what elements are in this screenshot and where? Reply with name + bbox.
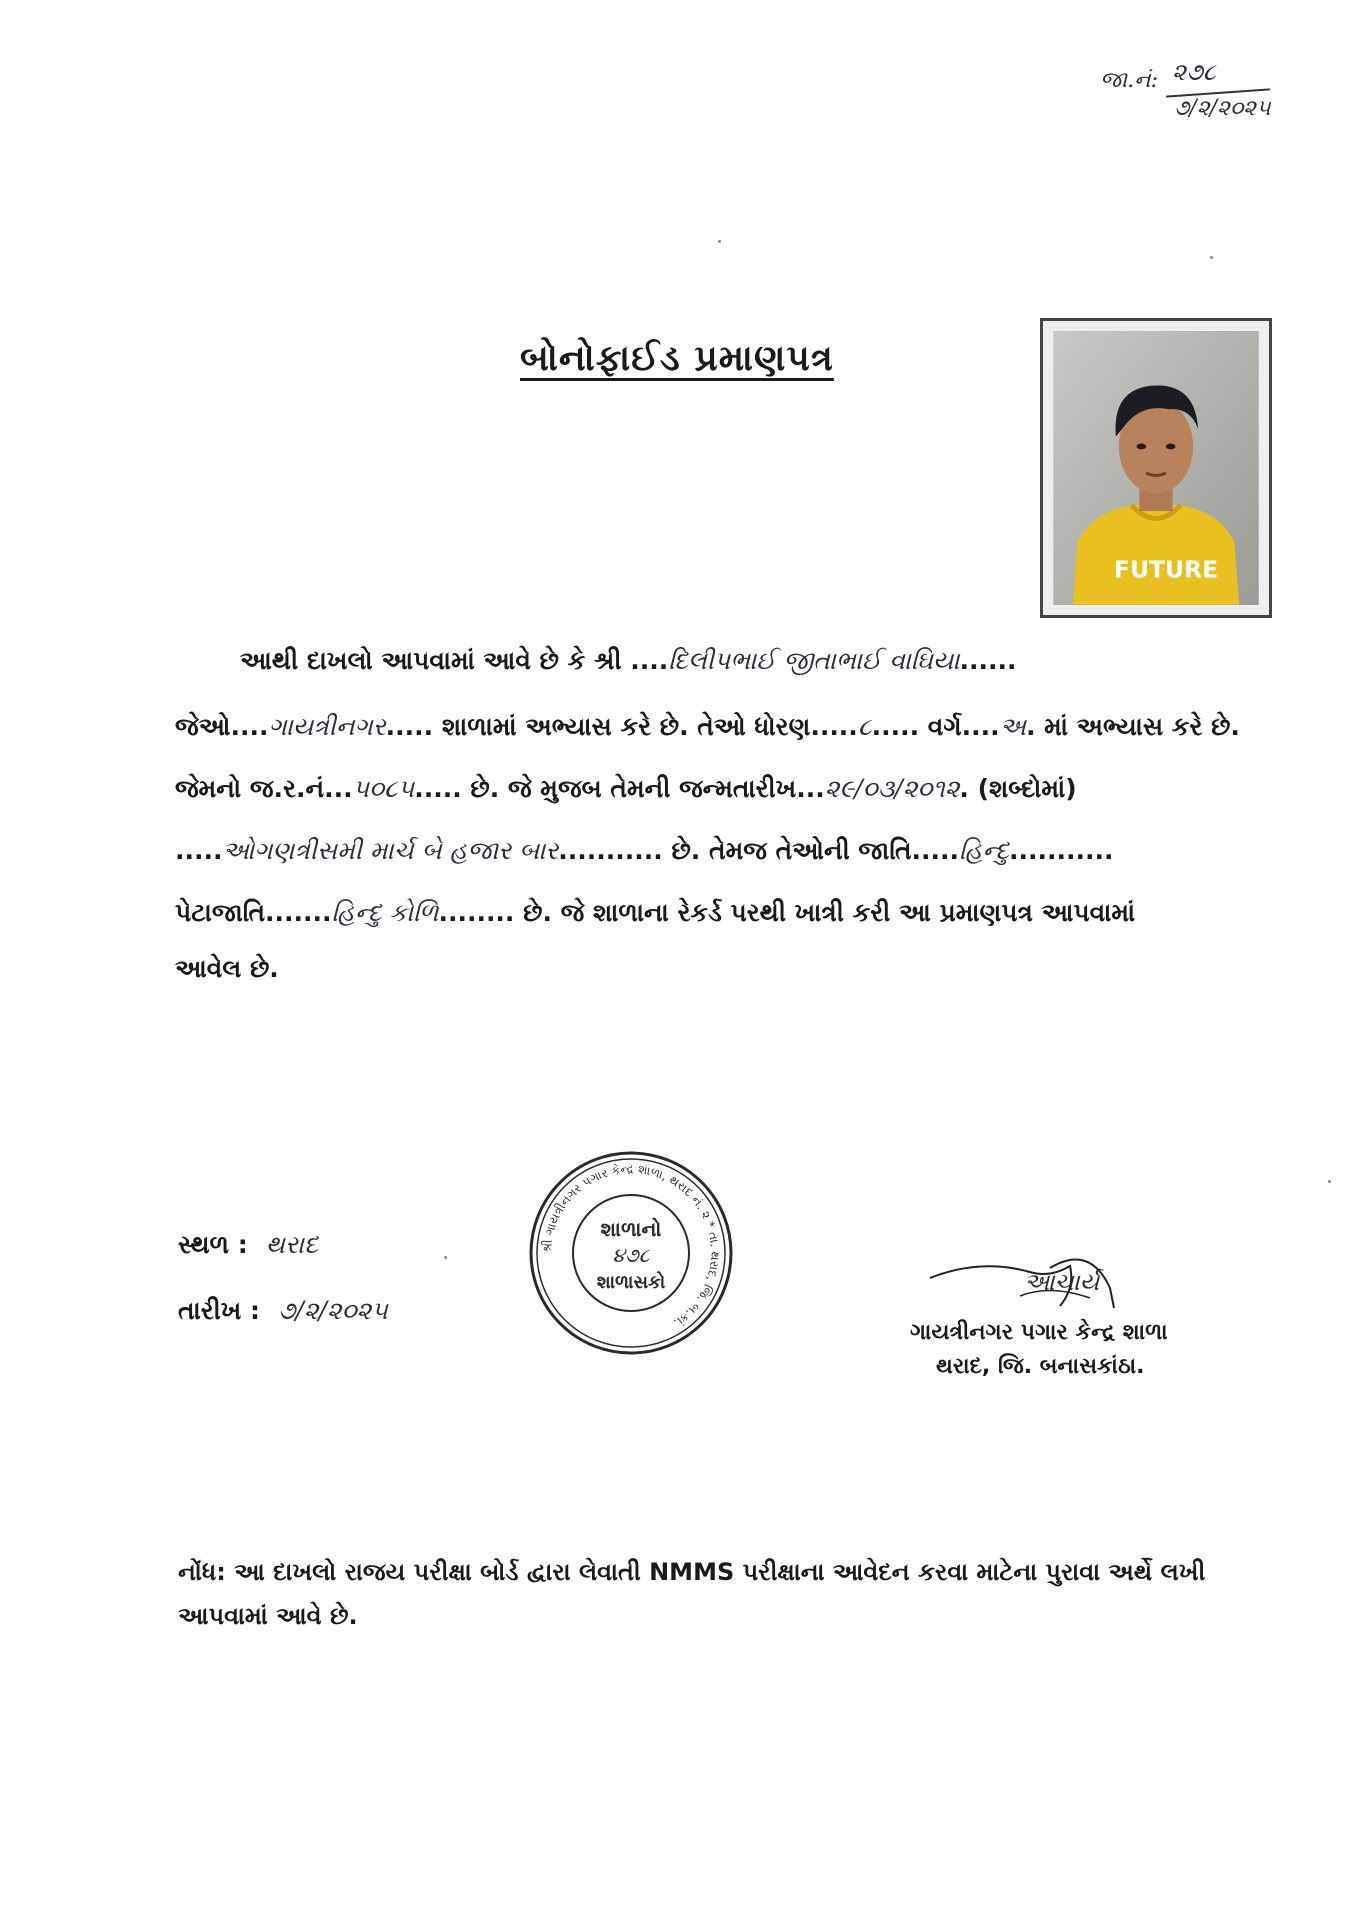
certificate-line-2 <box>175 712 1275 742</box>
division: અ <box>999 712 1026 741</box>
certificate-line-1 <box>240 646 1280 676</box>
line3-mid: ..... છે. જે મુજબ તેમની જન્મતારીખ... <box>414 774 825 803</box>
certificate-line-6: આવેલ છે. <box>175 954 279 983</box>
certificate-line-3 <box>175 774 1275 804</box>
line2-mid1: ..... શાળામાં અભ્યાસ કરે છે. તેઓ ધોરણ..... <box>385 712 858 741</box>
line2-suffix: . માં અભ્યાસ કરે છે. <box>1025 712 1240 741</box>
seal-inner-top: શાળાનો <box>600 1217 662 1241</box>
place-value: થરાદ <box>265 1230 318 1259</box>
birth-date: ૨૯/૦૩/૨૦૧૨ <box>824 774 960 803</box>
line4-prefix: ..... <box>175 836 223 865</box>
seal-inner-bottom: શાળાસકો <box>596 1272 666 1293</box>
signature-school: ગાયત્રીનગર પગાર કેન્દ્ર શાળા <box>910 1320 1168 1345</box>
page-title: બોનોફાઈડ પ્રમાણપત્ર <box>520 338 834 379</box>
seal-inner-mid: ૪૭૮ <box>612 1243 650 1267</box>
scan-speck <box>718 240 721 243</box>
principal-signature <box>900 1248 1200 1398</box>
scan-speck <box>1328 1180 1331 1183</box>
sub-caste: હિન્દુ કોળિ <box>331 898 439 927</box>
date-field <box>178 1296 388 1326</box>
seal-outer-text: શ્રી ગાયત્રીનગર પગાર કેન્દ્ર શાળા, થરાદ નં. ૨ * તા. થરાદ, જિ. બ.કાં. <box>539 1161 723 1331</box>
shirt-text: FUTURE <box>1113 555 1219 584</box>
line4-mid: ........... છે. તેમજ તેઓની જાતિ..... <box>558 836 960 865</box>
line4-suffix: ........... <box>1008 836 1114 865</box>
inward-number: ૨૭૮ <box>1172 58 1216 86</box>
signature-address: થરાદ, જિ. બનાસકાંઠા. <box>936 1354 1145 1379</box>
inward-note <box>1100 52 1320 132</box>
date-label: તારીખ : <box>178 1296 261 1325</box>
line1-suffix: ...... <box>959 646 1017 675</box>
student-photo <box>1040 318 1272 618</box>
student-name: દિલીપભાઈ જીતાભાઈ વાઘિયા <box>668 646 960 675</box>
scan-speck <box>1210 256 1213 259</box>
line2-mid2: ..... વર્ગ.... <box>871 712 1000 741</box>
certificate-line-5 <box>175 898 1275 928</box>
line5-prefix: પેટાજાતિ....... <box>175 898 332 927</box>
inward-label: જા.નં: <box>1100 68 1158 93</box>
line5-suffix: ........ છે. જે શાળાના રેકર્ડ પરથી ખાત્રી કરી આ પ્રમાણપત્ર આપવામાં <box>438 898 1136 927</box>
place-label: સ્થળ : <box>178 1230 248 1259</box>
line1-prefix: આથી દાખલો આપવામાં આવે છે કે શ્રી .... <box>240 646 669 675</box>
scan-speck <box>444 1256 447 1259</box>
birth-date-words: ઓગણત્રીસમી માર્ચ બે હજાર બાર <box>222 836 559 865</box>
line3-prefix: જેમનો જ.ર.નં... <box>175 774 353 803</box>
school-name: ગાયત્રીનગર <box>268 712 386 741</box>
certificate-line-4 <box>175 836 1275 866</box>
place-field <box>178 1230 318 1260</box>
signature-role: આચાર્ય <box>1024 1268 1100 1296</box>
student-photo-image <box>1053 331 1259 605</box>
date-value: ૭/૨/૨૦૨૫ <box>278 1296 388 1325</box>
line3-suffix: . (શબ્દોમાં) <box>959 774 1077 803</box>
caste: હિન્દુ <box>959 836 1009 865</box>
inward-date: ૭/૨/૨૦૨૫ <box>1174 96 1271 121</box>
school-seal <box>526 1148 736 1358</box>
gr-number: ૫૦૮૫ <box>352 774 415 803</box>
standard: ૮ <box>857 712 872 741</box>
footnote: નોંધ: આ દાખલો રાજય પરીક્ષા બોર્ડ દ્વારા લેવાતી NMMS પરીક્ષાના આવેદન કરવા માટેના પુરાવા અર્થે લખી આપવામાં આવે છે. <box>178 1558 1206 1630</box>
line2-prefix: જેઓ.... <box>175 712 269 741</box>
